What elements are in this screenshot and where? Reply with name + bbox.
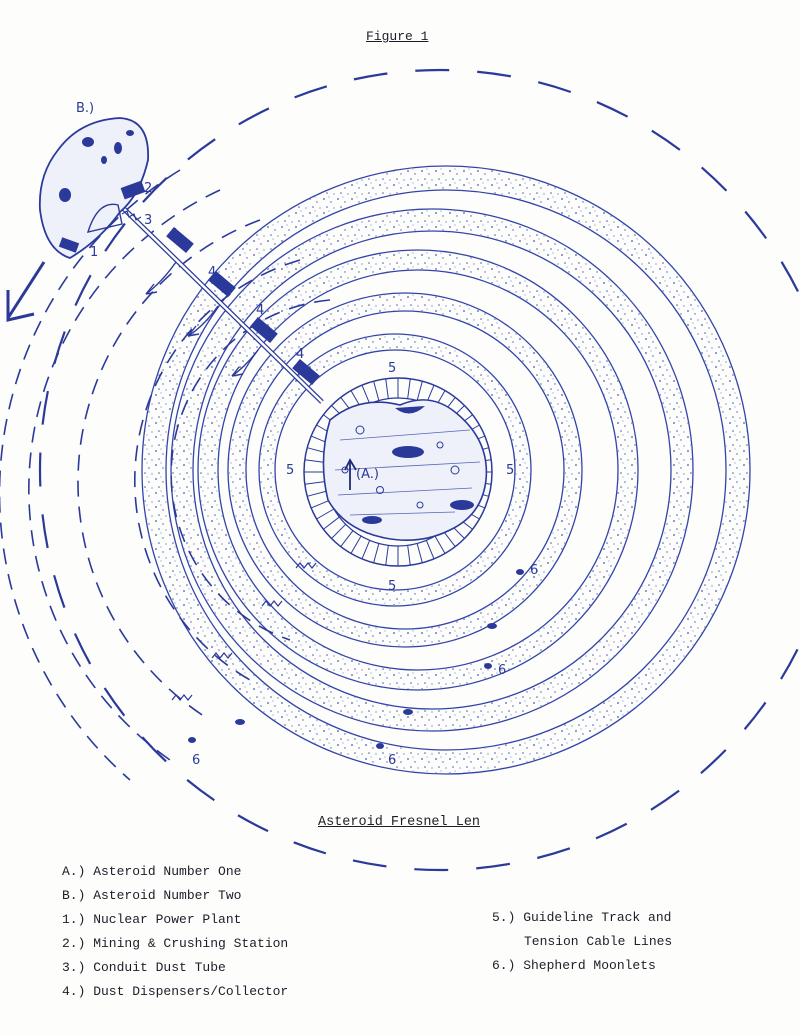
asteroid-a: [323, 400, 486, 540]
label-6c: 6: [388, 753, 397, 768]
guideline-tick: [408, 379, 411, 399]
guideline-tick: [305, 482, 325, 485]
legend-item-dust-dispensers: 4.) Dust Dispensers/Collector: [62, 984, 289, 999]
legend-left: [62, 860, 288, 1004]
guideline-tick: [374, 381, 379, 400]
guideline-tick: [307, 491, 326, 496]
legend-item-power-plant: 1.) Nuclear Power Plant: [62, 912, 242, 927]
guideline-tick: [341, 531, 353, 547]
guideline-tick: [305, 460, 325, 463]
guideline-tick: [386, 545, 389, 565]
label-5-left: 5: [286, 463, 295, 478]
guideline-tick: [351, 536, 361, 553]
label-5-bottom: 5: [388, 579, 397, 594]
label-5-top: 5: [388, 361, 397, 376]
guideline-tick: [386, 379, 389, 399]
guideline-tick: [374, 543, 379, 562]
guideline-tick: [362, 540, 370, 558]
guideline-tick: [317, 509, 334, 519]
label-4c: 4: [256, 303, 265, 318]
guideline-tick: [323, 517, 339, 529]
guideline-tick: [408, 545, 411, 565]
label-6d: 6: [192, 753, 201, 768]
legend-item-shepherd-moonlets: 6.) Shepherd Moonlets: [492, 958, 656, 973]
guideline-tick: [417, 381, 422, 400]
asteroid-b: [40, 101, 148, 258]
guideline-tick: [332, 524, 346, 538]
label-4d: 4: [296, 347, 305, 362]
legend-item-asteroid-one: A.) Asteroid Number One: [62, 864, 242, 879]
legend-right: [492, 906, 672, 978]
label-1: 1: [90, 245, 99, 260]
legend-item-asteroid-two: B.) Asteroid Number Two: [62, 888, 242, 903]
legend-item-guideline-track: 5.) Guideline Track and: [492, 910, 672, 925]
figure-caption: Asteroid Fresnel Len: [318, 815, 481, 830]
guideline-tick: [362, 385, 370, 403]
legend-item-tension-cable: Tension Cable Lines: [524, 934, 673, 949]
label-5-right: 5: [506, 463, 515, 478]
label-4a: 4: [170, 227, 179, 242]
guideline-tick: [426, 540, 434, 558]
figure-title: Figure 1: [366, 29, 429, 44]
label-6b: 6: [498, 663, 507, 678]
label-6a: 6: [530, 563, 539, 578]
guideline-tick: [311, 500, 329, 508]
label-4b: 4: [208, 265, 217, 280]
label-3: 3: [144, 213, 153, 228]
legend-item-mining-station: 2.) Mining & Crushing Station: [62, 936, 289, 951]
asteroid-b-motion-arrow: [8, 262, 44, 320]
legend-item-conduit-tube: 3.) Conduit Dust Tube: [62, 960, 226, 975]
label-2: 2: [144, 181, 153, 196]
guideline-tick: [435, 536, 445, 553]
guideline-tick: [417, 543, 422, 562]
label-asteroid-a: (A.): [356, 467, 379, 482]
label-asteroid-b: B.): [76, 101, 95, 116]
